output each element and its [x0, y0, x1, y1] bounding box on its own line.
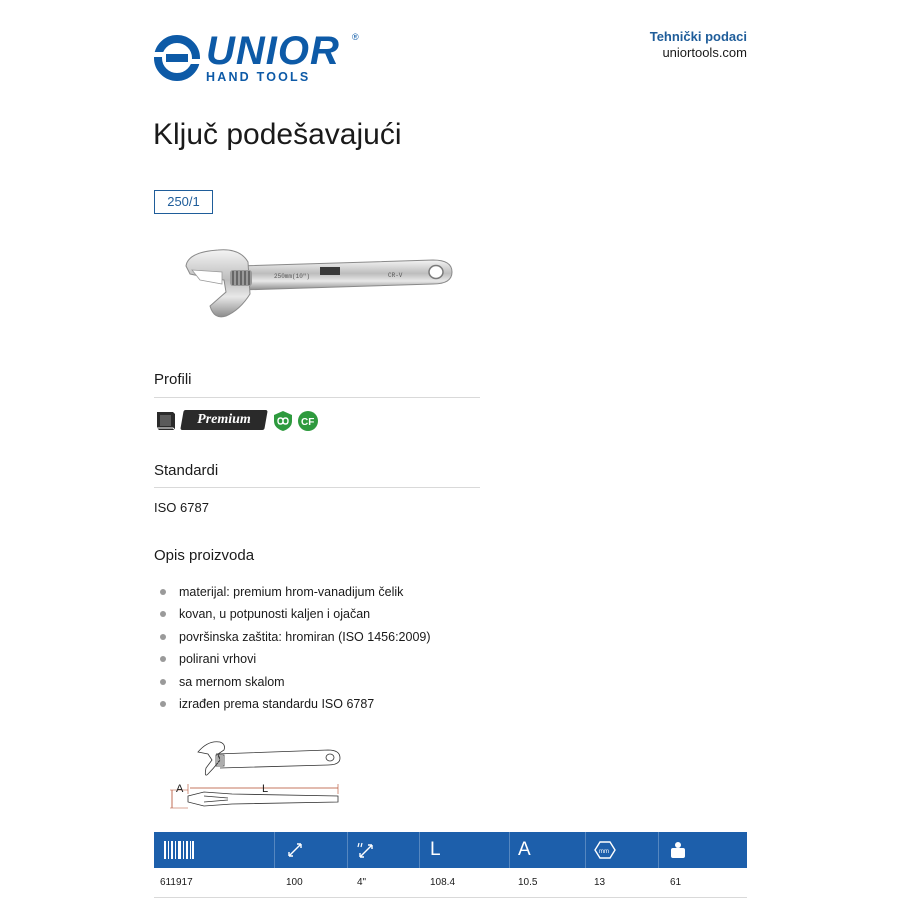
feature-item: površinska zaštita: hromiran (ISO 1456:2009): [160, 629, 431, 651]
length-column-header: [430, 832, 441, 868]
divider: [154, 487, 480, 488]
a-column-header: [518, 832, 531, 868]
lifetime-warranty-icon: [272, 410, 294, 432]
feature-item: polirani vrhovi: [160, 651, 431, 673]
photo-engraving: 250mm(10"): [274, 273, 311, 280]
website-link[interactable]: uniortools.com: [662, 45, 747, 60]
a-column-label: A: [518, 839, 531, 860]
cell-size-mm: 100: [286, 877, 303, 888]
feature-item: sa mernom skalom: [160, 674, 431, 696]
feature-list: [160, 584, 431, 718]
profile-badges: [154, 408, 334, 434]
page-title: Ključ podešavajući: [153, 118, 402, 151]
catalog-book-icon: [154, 410, 178, 432]
cell-a: 10.5: [518, 877, 538, 888]
svg-text:CF: CF: [301, 417, 315, 428]
cell-weight: 61: [670, 877, 682, 888]
cell-jaw-opening: 13: [594, 877, 606, 888]
cell-size-inch: 4": [357, 877, 367, 888]
length-inch-icon: [356, 841, 376, 859]
svg-text:mm: mm: [599, 849, 609, 855]
description-heading: Opis proizvoda: [154, 547, 255, 564]
premium-badge: [180, 410, 268, 430]
length-inch-column-header: [356, 832, 376, 868]
product-code-badge: 250/1: [154, 190, 213, 214]
jaw-opening-column-header: [594, 832, 616, 868]
brand-name: UNIOR: [206, 29, 340, 73]
weight-icon: [670, 841, 686, 859]
length-column-label: L: [430, 839, 441, 860]
standard-value: ISO 6787: [154, 500, 209, 515]
cell-article-number: 611917: [160, 877, 193, 888]
length-mm-column-header: [286, 832, 304, 868]
feature-item: materijal: premium hrom-vanadijum čelik: [160, 584, 431, 606]
table-row: [154, 869, 747, 898]
registered-mark: ®: [352, 32, 359, 42]
feature-item: izrađen prema standardu ISO 6787: [160, 696, 431, 718]
tech-data-heading: Tehnički podaci: [649, 29, 747, 44]
cell-length: 108.4: [430, 877, 456, 888]
dimension-drawing: [168, 738, 344, 814]
jaw-opening-mm-icon: [594, 841, 616, 859]
barcode-icon: [164, 841, 194, 859]
barcode-column-header: [164, 832, 194, 868]
unior-emblem-icon: [154, 35, 200, 81]
feature-item: kovan, u potpunosti kaljen i ojačan: [160, 606, 431, 628]
profiles-heading: Profili: [154, 371, 192, 388]
dimension-label-a: A: [176, 783, 184, 795]
wrench-photo: [178, 240, 458, 320]
premium-badge-label: Premium: [197, 412, 251, 427]
standards-heading: Standardi: [154, 462, 219, 479]
brand-subtitle: HAND TOOLS: [206, 70, 311, 84]
divider: [154, 397, 480, 398]
length-mm-icon: [286, 841, 304, 859]
svg-text:CR-V: CR-V: [388, 272, 403, 279]
dimension-label-l: L: [262, 783, 269, 795]
weight-column-header: [670, 832, 686, 868]
chrome-free-icon: [297, 410, 319, 432]
unior-logo: [154, 29, 364, 86]
spec-table-header: [154, 832, 747, 868]
